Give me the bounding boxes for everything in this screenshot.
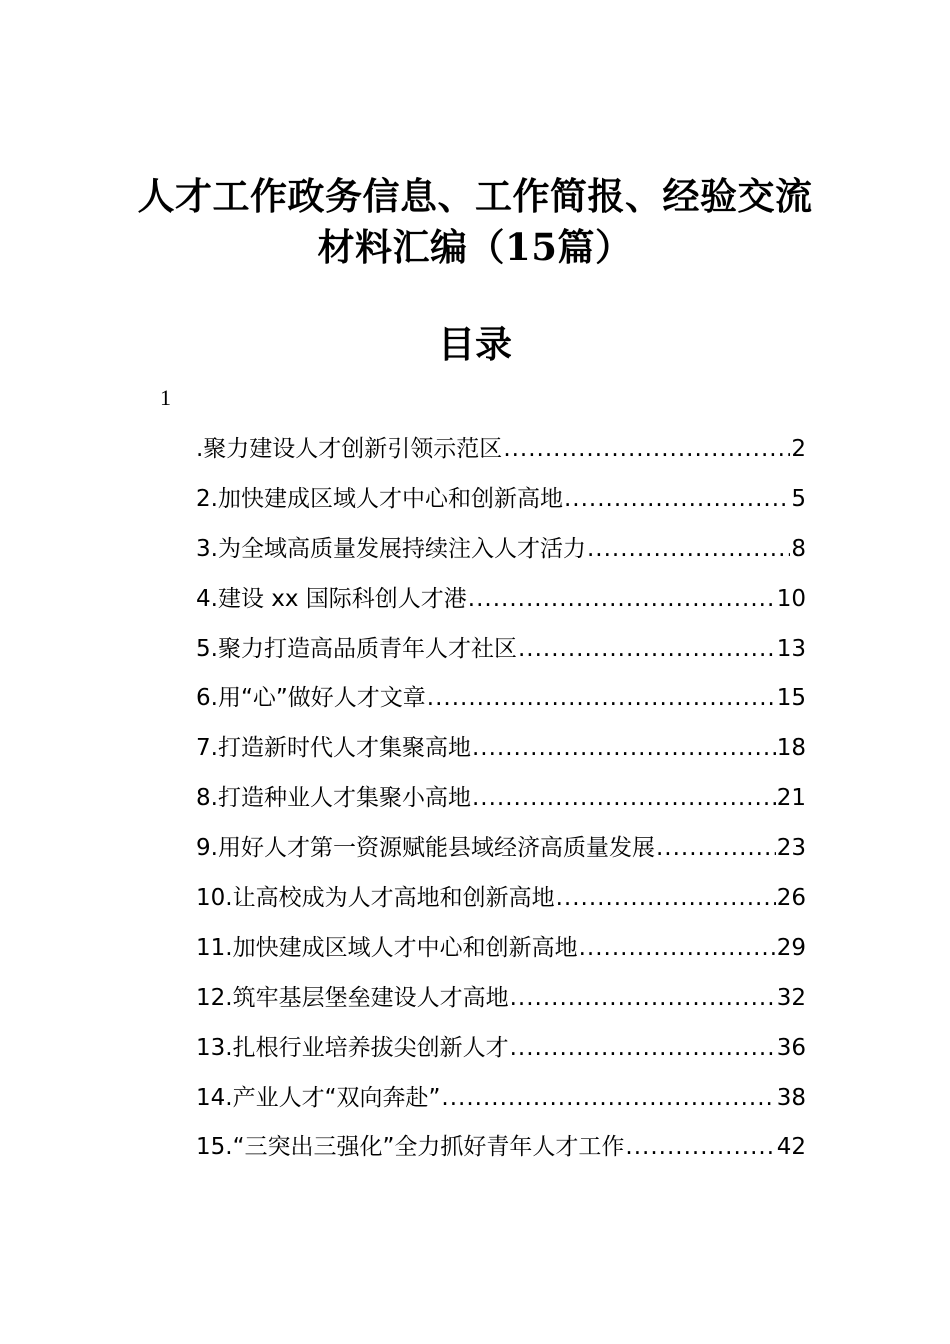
toc-entry-page: 21 [776,785,806,812]
toc-entry-page: 42 [776,1134,806,1161]
toc-dot-leader [579,930,776,966]
toc-entry[interactable] [196,930,806,980]
toc-entry[interactable] [196,1129,806,1179]
toc-entry-title: 11.加快建成区域人才中心和创新高地 [196,934,578,961]
toc-entry-title: 9.用好人才第一资源赋能县域经济高质量发展 [196,835,655,862]
toc-entry-page: 15 [776,685,806,712]
toc-entry-page: 2 [791,436,806,462]
toc-heading: 目录 [438,322,512,366]
toc-entry-title: 2.加快建成区域人才中心和创新高地 [196,485,563,512]
toc-dot-leader [441,1080,775,1116]
toc-entry-title: 6.用“心”做好人才文章 [196,685,426,712]
table-of-contents [196,431,806,1179]
toc-entry-page: 36 [776,1034,806,1061]
toc-entry[interactable] [196,780,806,830]
document-title-line-2: 材料汇编（15篇） [317,225,633,269]
toc-dot-leader [472,780,776,816]
toc-dot-leader [587,531,790,567]
toc-entry[interactable] [196,431,806,481]
toc-entry-title: 3.为全域高质量发展持续注入人才活力 [196,535,586,562]
toc-entry-title: 4.建设 xx 国际科创人才港 [196,585,467,612]
toc-entry-page: 29 [776,934,806,961]
toc-entry-title: 13.扎根行业培养拔尖创新人才 [196,1034,509,1061]
toc-dot-leader [564,481,790,517]
toc-dot-leader [510,1030,776,1066]
toc-entry-title: 12.筑牢基层堡垒建设人才高地 [196,984,509,1011]
toc-entry-page: 5 [791,485,806,512]
toc-entry[interactable] [196,730,806,780]
page-mark: 1 [160,385,171,410]
toc-entry-page: 8 [791,535,806,562]
toc-entry-page: 38 [776,1084,806,1111]
toc-entry[interactable] [196,481,806,531]
toc-entry-page: 32 [776,984,806,1011]
toc-entry[interactable] [196,880,806,930]
toc-dot-leader [427,680,776,716]
toc-dot-leader [625,1129,775,1165]
toc-entry-page: 10 [776,585,806,612]
toc-entry[interactable] [196,680,806,730]
toc-entry-title: .聚力建设人才创新引领示范区 [196,436,503,462]
toc-entry-title: 10.让高校成为人才高地和创新高地 [196,885,555,912]
toc-entry-title: 8.打造种业人才集聚小高地 [196,785,471,812]
toc-entry-page: 26 [776,885,806,912]
toc-entry-page: 18 [776,735,806,762]
toc-dot-leader [518,631,776,667]
toc-dot-leader [510,980,776,1016]
toc-entry[interactable] [196,581,806,631]
toc-entry[interactable] [196,531,806,581]
toc-entry[interactable] [196,1030,806,1080]
toc-entry[interactable] [196,980,806,1030]
toc-entry[interactable] [196,1080,806,1130]
toc-entry-title: 7.打造新时代人才集聚高地 [196,735,471,762]
toc-entry[interactable] [196,631,806,681]
toc-dot-leader [472,730,776,766]
toc-dot-leader [656,830,776,866]
toc-entry-title: 14.产业人才“双向奔赴” [196,1084,441,1111]
toc-entry-page: 23 [776,835,806,862]
toc-entry-page: 13 [776,635,806,662]
toc-entry[interactable] [196,830,806,880]
document-title-line-1: 人才工作政务信息、工作简报、经验交流 [137,174,813,218]
toc-entry-title: 5.聚力打造高品质青年人才社区 [196,635,517,662]
toc-dot-leader [503,431,790,467]
toc-dot-leader [468,581,776,617]
toc-dot-leader [556,880,776,916]
toc-entry-title: 15.“三突出三强化”全力抓好青年人才工作 [196,1134,625,1161]
